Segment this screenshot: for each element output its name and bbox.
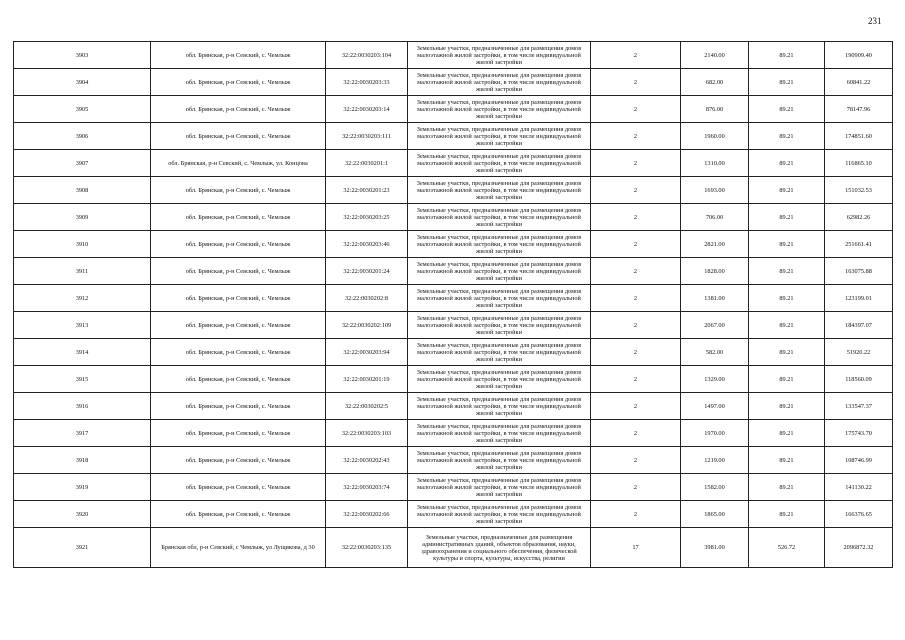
cell-cadastral-number: 32:22:0030203:25 bbox=[326, 204, 408, 231]
cell-group: 2 bbox=[591, 69, 681, 96]
cell-specific-value: 89.21 bbox=[749, 420, 825, 447]
cell-specific-value: 89.21 bbox=[749, 366, 825, 393]
cell-cadastral-number: 32:22:0030203:103 bbox=[326, 420, 408, 447]
cell-cadastral-number: 32:22:0030202:8 bbox=[326, 285, 408, 312]
cell-row-number: 3912 bbox=[14, 285, 151, 312]
cell-address: обл. Брянская, р-н Севский, с. Чемлыж bbox=[151, 366, 326, 393]
cell-area: 1693.00 bbox=[681, 177, 749, 204]
cell-cadastral-number: 32:22:0030203:33 bbox=[326, 69, 408, 96]
cell-cadastral-number: 32:22:0030203:104 bbox=[326, 42, 408, 69]
table-row bbox=[14, 258, 893, 285]
cell-cadastral-value: 141130.22 bbox=[825, 474, 893, 501]
cell-group: 2 bbox=[591, 474, 681, 501]
cell-land-use: Земельные участки, предназначенные для размещения домов малоэтажной жилой застройки, в том числе индивидуальной жилой застройки bbox=[408, 204, 591, 231]
table-row bbox=[14, 96, 893, 123]
table-row bbox=[14, 420, 893, 447]
cell-row-number: 3918 bbox=[14, 447, 151, 474]
cell-address: обл. Брянская, р-н Севский, с. Чемлыж bbox=[151, 42, 326, 69]
cell-address: обл. Брянская, р-н Севский, с. Чемлыж bbox=[151, 312, 326, 339]
cell-area: 2067.00 bbox=[681, 312, 749, 339]
cell-cadastral-value: 251661.41 bbox=[825, 231, 893, 258]
cell-land-use: Земельные участки, предназначенные для размещения домов малоэтажной жилой застройки, в том числе индивидуальной жилой застройки bbox=[408, 420, 591, 447]
cell-land-use: Земельные участки, предназначенные для размещения домов малоэтажной жилой застройки, в том числе индивидуальной жилой застройки bbox=[408, 123, 591, 150]
cell-cadastral-number: 32:22:0030203:111 bbox=[326, 123, 408, 150]
cell-cadastral-value: 190909.40 bbox=[825, 42, 893, 69]
cell-area: 2821.00 bbox=[681, 231, 749, 258]
cell-address: обл. Брянская, р-н Севский, с. Чемлыж bbox=[151, 447, 326, 474]
cell-cadastral-value: 166376.65 bbox=[825, 501, 893, 528]
table-row bbox=[14, 474, 893, 501]
table-row bbox=[14, 393, 893, 420]
cell-area: 1828.00 bbox=[681, 258, 749, 285]
cell-row-number: 3908 bbox=[14, 177, 151, 204]
cell-cadastral-value: 133547.37 bbox=[825, 393, 893, 420]
cell-address: обл. Брянская, р-н Севский, с. Чемлыж bbox=[151, 204, 326, 231]
cell-address: обл. Брянская, р-н Севский, с. Чемлыж bbox=[151, 420, 326, 447]
cell-specific-value: 89.21 bbox=[749, 69, 825, 96]
cell-land-use: Земельные участки, предназначенные для размещения домов малоэтажной жилой застройки, в том числе индивидуальной жилой застройки bbox=[408, 150, 591, 177]
cell-address: Брянская обл, р-н Севский, с Чемлыж, ул Лущикова, д 30 bbox=[151, 528, 326, 568]
cell-area: 2140.00 bbox=[681, 42, 749, 69]
cell-cadastral-number: 32:22:0030201:1 bbox=[326, 150, 408, 177]
cell-area: 682.00 bbox=[681, 69, 749, 96]
cell-group: 2 bbox=[591, 231, 681, 258]
cell-group: 2 bbox=[591, 366, 681, 393]
cell-cadastral-number: 32:22:0030202:66 bbox=[326, 501, 408, 528]
cell-address: обл. Брянская, р-н Севский, с. Чемлыж bbox=[151, 393, 326, 420]
cell-cadastral-value: 51920.22 bbox=[825, 339, 893, 366]
cell-group: 2 bbox=[591, 339, 681, 366]
cell-cadastral-value: 175743.70 bbox=[825, 420, 893, 447]
cell-specific-value: 89.21 bbox=[749, 474, 825, 501]
table-row bbox=[14, 69, 893, 96]
cell-cadastral-value: 151032.53 bbox=[825, 177, 893, 204]
cell-row-number: 3919 bbox=[14, 474, 151, 501]
table-row bbox=[14, 312, 893, 339]
cell-cadastral-number: 32:22:0030202:43 bbox=[326, 447, 408, 474]
cell-row-number: 3916 bbox=[14, 393, 151, 420]
table-row bbox=[14, 231, 893, 258]
cell-address: обл. Брянская, р-н Севский, с. Чемлыж bbox=[151, 501, 326, 528]
cell-group: 2 bbox=[591, 447, 681, 474]
cell-land-use: Земельные участки, предназначенные для размещения домов малоэтажной жилой застройки, в том числе индивидуальной жилой застройки bbox=[408, 474, 591, 501]
cell-cadastral-value: 123199.01 bbox=[825, 285, 893, 312]
table-row bbox=[14, 177, 893, 204]
cell-land-use: Земельные участки, предназначенные для размещения домов малоэтажной жилой застройки, в том числе индивидуальной жилой застройки bbox=[408, 339, 591, 366]
cell-row-number: 3920 bbox=[14, 501, 151, 528]
cell-specific-value: 89.21 bbox=[749, 285, 825, 312]
cell-group: 2 bbox=[591, 96, 681, 123]
cell-land-use: Земельные участки, предназначенные для размещения домов малоэтажной жилой застройки, в том числе индивидуальной жилой застройки bbox=[408, 312, 591, 339]
cell-area: 1329.00 bbox=[681, 366, 749, 393]
cell-row-number: 3921 bbox=[14, 528, 151, 568]
cell-address: обл. Брянская, р-н Севский, с. Чемлыж bbox=[151, 231, 326, 258]
cell-row-number: 3913 bbox=[14, 312, 151, 339]
cell-cadastral-value: 108746.99 bbox=[825, 447, 893, 474]
cell-row-number: 3911 bbox=[14, 258, 151, 285]
cell-address: обл. Брянская, р-н Севский, с. Чемлыж bbox=[151, 177, 326, 204]
cell-group: 2 bbox=[591, 258, 681, 285]
cell-specific-value: 89.21 bbox=[749, 177, 825, 204]
cell-cadastral-number: 32:22:0030202:109 bbox=[326, 312, 408, 339]
table-row bbox=[14, 42, 893, 69]
cell-row-number: 3903 bbox=[14, 42, 151, 69]
cell-address: обл. Брянская, р-н Севский, с. Чемлыж bbox=[151, 96, 326, 123]
cell-specific-value: 526.72 bbox=[749, 528, 825, 568]
cell-land-use: Земельные участки, предназначенные для размещения домов малоэтажной жилой застройки, в том числе индивидуальной жилой застройки bbox=[408, 231, 591, 258]
table-body bbox=[14, 42, 893, 568]
cell-group: 2 bbox=[591, 312, 681, 339]
table-row bbox=[14, 150, 893, 177]
cell-cadastral-number: 32:22:0030203:46 bbox=[326, 231, 408, 258]
cell-specific-value: 89.21 bbox=[749, 231, 825, 258]
cell-row-number: 3906 bbox=[14, 123, 151, 150]
cell-cadastral-value: 2096872.32 bbox=[825, 528, 893, 568]
cell-group: 2 bbox=[591, 501, 681, 528]
cell-row-number: 3905 bbox=[14, 96, 151, 123]
cell-area: 1960.00 bbox=[681, 123, 749, 150]
cell-cadastral-value: 174851.60 bbox=[825, 123, 893, 150]
cell-cadastral-number: 32:22:0030203:74 bbox=[326, 474, 408, 501]
cell-group: 2 bbox=[591, 123, 681, 150]
cell-row-number: 3904 bbox=[14, 69, 151, 96]
cell-land-use: Земельные участки, предназначенные для размещения домов малоэтажной жилой застройки, в том числе индивидуальной жилой застройки bbox=[408, 69, 591, 96]
cell-specific-value: 89.21 bbox=[749, 501, 825, 528]
cell-area: 1865.00 bbox=[681, 501, 749, 528]
cell-area: 3981.00 bbox=[681, 528, 749, 568]
cell-cadastral-number: 32:22:0030201:19 bbox=[326, 366, 408, 393]
cell-group: 2 bbox=[591, 420, 681, 447]
cell-specific-value: 89.21 bbox=[749, 258, 825, 285]
cell-specific-value: 89.21 bbox=[749, 447, 825, 474]
cell-group: 17 bbox=[591, 528, 681, 568]
cell-cadastral-value: 118560.09 bbox=[825, 366, 893, 393]
cell-group: 2 bbox=[591, 42, 681, 69]
cell-cadastral-value: 60841.22 bbox=[825, 69, 893, 96]
cell-cadastral-number: 32:22:0030201:24 bbox=[326, 258, 408, 285]
cell-specific-value: 89.21 bbox=[749, 204, 825, 231]
cell-land-use: Земельные участки, предназначенные для размещения домов малоэтажной жилой застройки, в том числе индивидуальной жилой застройки bbox=[408, 393, 591, 420]
table-row bbox=[14, 501, 893, 528]
cell-address: обл. Брянская, р-н Севский, с. Чемлыж bbox=[151, 258, 326, 285]
cell-address: обл. Брянская, р-н Севский, с. Чемлыж bbox=[151, 285, 326, 312]
cell-land-use: Земельные участки, предназначенные для размещения домов малоэтажной жилой застройки, в том числе индивидуальной жилой застройки bbox=[408, 42, 591, 69]
cell-address: обл. Брянская, р-н Севский, с. Чемлыж, ул. Концова bbox=[151, 150, 326, 177]
cell-area: 1970.00 bbox=[681, 420, 749, 447]
cell-cadastral-value: 62982.26 bbox=[825, 204, 893, 231]
cell-group: 2 bbox=[591, 177, 681, 204]
cell-specific-value: 89.21 bbox=[749, 96, 825, 123]
cell-specific-value: 89.21 bbox=[749, 312, 825, 339]
cell-row-number: 3914 bbox=[14, 339, 151, 366]
cell-cadastral-value: 116865.10 bbox=[825, 150, 893, 177]
cell-row-number: 3917 bbox=[14, 420, 151, 447]
table-row bbox=[14, 285, 893, 312]
cell-row-number: 3907 bbox=[14, 150, 151, 177]
cell-land-use: Земельные участки, предназначенные для размещения домов малоэтажной жилой застройки, в том числе индивидуальной жилой застройки bbox=[408, 447, 591, 474]
table-row bbox=[14, 528, 893, 568]
cell-cadastral-value: 163075.88 bbox=[825, 258, 893, 285]
cell-group: 2 bbox=[591, 150, 681, 177]
cell-specific-value: 89.21 bbox=[749, 150, 825, 177]
cell-specific-value: 89.21 bbox=[749, 339, 825, 366]
cell-area: 1310.00 bbox=[681, 150, 749, 177]
cell-land-use: Земельные участки, предназначенные для размещения домов малоэтажной жилой застройки, в том числе индивидуальной жилой застройки bbox=[408, 285, 591, 312]
cell-land-use: Земельные участки, предназначенные для размещения домов малоэтажной жилой застройки, в том числе индивидуальной жилой застройки bbox=[408, 177, 591, 204]
cell-cadastral-value: 184397.07 bbox=[825, 312, 893, 339]
cell-address: обл. Брянская, р-н Севский, с. Чемлыж bbox=[151, 474, 326, 501]
cell-group: 2 bbox=[591, 285, 681, 312]
cell-row-number: 3909 bbox=[14, 204, 151, 231]
cell-area: 1582.00 bbox=[681, 474, 749, 501]
cell-cadastral-number: 32:22:0030203:135 bbox=[326, 528, 408, 568]
cell-row-number: 3915 bbox=[14, 366, 151, 393]
table-row bbox=[14, 447, 893, 474]
cadastral-value-table bbox=[13, 41, 893, 568]
cell-group: 2 bbox=[591, 393, 681, 420]
cell-land-use: Земельные участки, предназначенные для размещения домов малоэтажной жилой застройки, в том числе индивидуальной жилой застройки bbox=[408, 258, 591, 285]
cell-specific-value: 89.21 bbox=[749, 42, 825, 69]
table-row bbox=[14, 339, 893, 366]
cell-specific-value: 89.21 bbox=[749, 123, 825, 150]
cell-cadastral-number: 32:22:0030202:5 bbox=[326, 393, 408, 420]
cell-cadastral-number: 32:22:0030203:94 bbox=[326, 339, 408, 366]
cell-area: 1497.00 bbox=[681, 393, 749, 420]
cell-area: 1219.00 bbox=[681, 447, 749, 474]
cell-address: обл. Брянская, р-н Севский, с. Чемлыж bbox=[151, 339, 326, 366]
cell-area: 706.00 bbox=[681, 204, 749, 231]
cell-land-use: Земельные участки, предназначенные для размещения домов малоэтажной жилой застройки, в том числе индивидуальной жилой застройки bbox=[408, 501, 591, 528]
cell-group: 2 bbox=[591, 204, 681, 231]
cell-cadastral-number: 32:22:0030201:23 bbox=[326, 177, 408, 204]
cell-land-use: Земельные участки, предназначенные для размещения домов малоэтажной жилой застройки, в том числе индивидуальной жилой застройки bbox=[408, 96, 591, 123]
cell-land-use: Земельные участки, предназначенные для размещения домов малоэтажной жилой застройки, в том числе индивидуальной жилой застройки bbox=[408, 366, 591, 393]
table-row bbox=[14, 366, 893, 393]
cell-cadastral-number: 32:22:0030203:14 bbox=[326, 96, 408, 123]
cell-area: 876.00 bbox=[681, 96, 749, 123]
table-row bbox=[14, 123, 893, 150]
page-number: 231 bbox=[868, 16, 882, 26]
cell-area: 582.00 bbox=[681, 339, 749, 366]
cell-cadastral-value: 78147.96 bbox=[825, 96, 893, 123]
cell-land-use: Земельные участки, предназначенные для размещения административных зданий, объектов образования, науки, здравоохранения и социального обеспечения, физической культуры и спорта, культуры, искусства, религии bbox=[408, 528, 591, 568]
cell-specific-value: 89.21 bbox=[749, 393, 825, 420]
cell-address: обл. Брянская, р-н Севский, с. Чемлыж bbox=[151, 123, 326, 150]
cell-row-number: 3910 bbox=[14, 231, 151, 258]
cell-area: 1381.00 bbox=[681, 285, 749, 312]
table-row bbox=[14, 204, 893, 231]
cell-address: обл. Брянская, р-н Севский, с. Чемлыж bbox=[151, 69, 326, 96]
